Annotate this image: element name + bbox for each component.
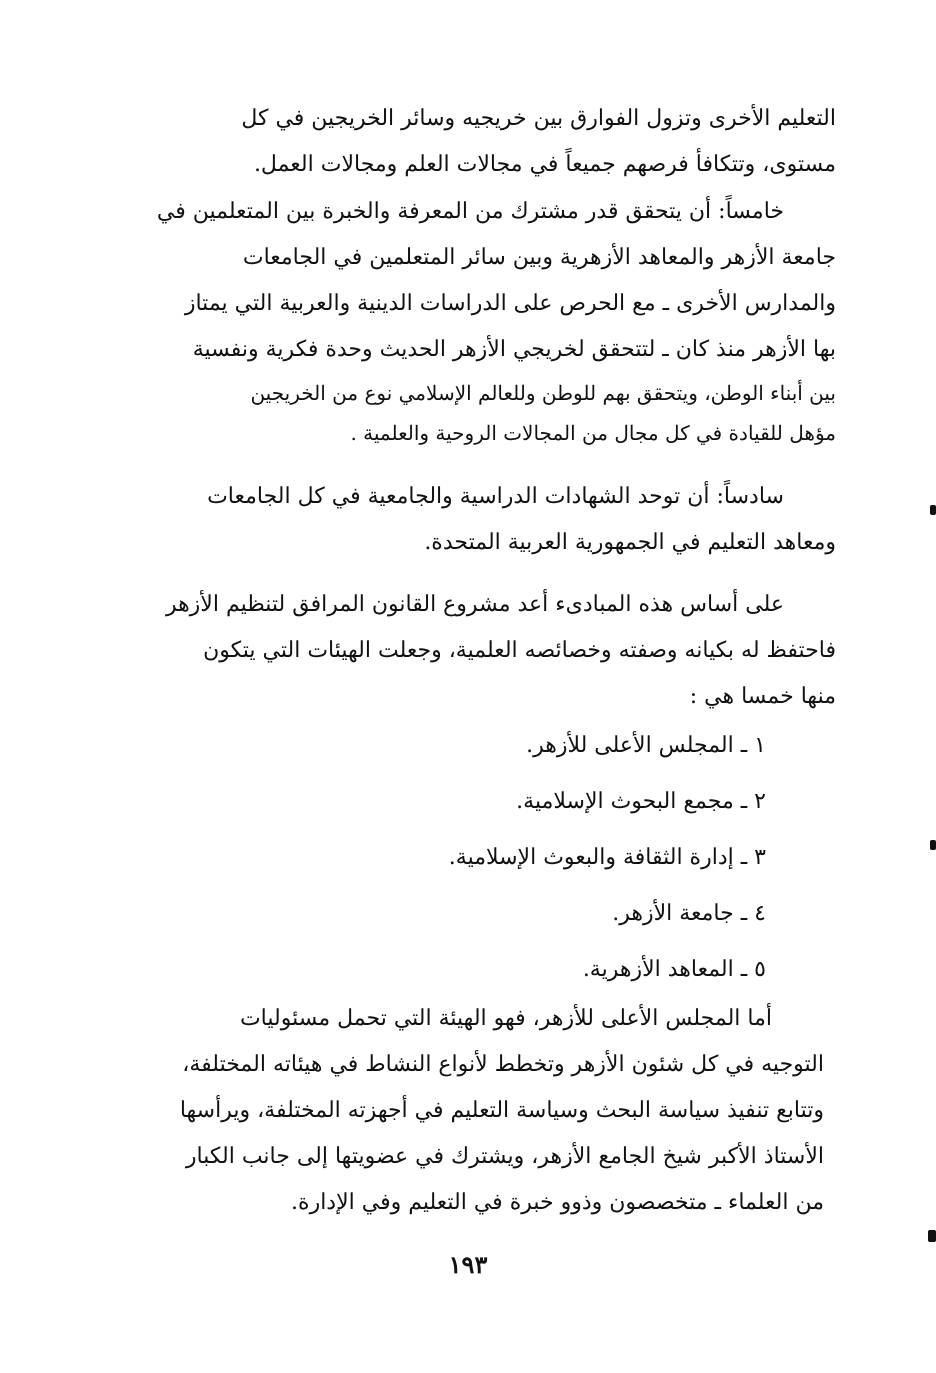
paragraph-5-line-4: الأستاذ الأكبر شيخ الجامع الأزهر، ويشترك في عضويتها إلى جانب الكبار: [185, 1144, 824, 1169]
list-item-2: ٢ ـ مجمع البحوث الإسلامية.: [516, 789, 766, 814]
paragraph-4-line-2: فاحتفظ له بكيانه وصفته وخصائصه العلمية، وجعلت الهيئات التي يتكون: [203, 638, 836, 663]
paragraph-4-line-1: على أساس هذه المبادىء أعد مشروع القانون المرافق لتنظيم الأزهر: [165, 592, 784, 617]
paragraph-2-line-1: خامساً: أن يتحقق قدر مشترك من المعرفة والخبرة بين المتعلمين في: [156, 199, 784, 224]
paragraph-4: [130, 582, 836, 720]
paragraph-4-line-3: منها خمسا هي :: [689, 684, 836, 709]
paragraph-3-line-2: ومعاهد التعليم في الجمهورية العربية المتحدة.: [424, 530, 836, 555]
paragraph-5: [138, 996, 824, 1226]
list-item-5: ٥ ـ المعاهد الأزهرية.: [582, 957, 766, 982]
paragraph-2-line-5: بين أبناء الوطن، ويتحقق بهم للوطن وللعالم الإسلامي نوع من الخريجين: [250, 381, 836, 405]
paragraph-2-line-6: مؤهل للقيادة في كل مجال من المجالات الروحية والعلمية .: [350, 421, 836, 445]
list-item-3: ٣ ـ إدارة الثقافة والبعوث الإسلامية.: [448, 845, 766, 870]
paragraph-2-line-4: بها الأزهر منذ كان ـ لتتحقق لخريجي الأزهر الحديث وحدة فكرية ونفسية: [192, 337, 836, 362]
paragraph-2: [130, 189, 836, 453]
paragraph-1-line-2: مستوى، وتتكافأ فرصهم جميعاً في مجالات العلم ومجالات العمل.: [253, 152, 836, 177]
scan-mark: [928, 1230, 936, 1242]
paragraph-5-line-3: وتتابع تنفيذ سياسة البحث وسياسة التعليم في أجهزته المختلفة، ويرأسها: [179, 1098, 824, 1123]
scan-mark: [930, 505, 936, 515]
scan-mark: [930, 840, 936, 850]
list-item-1: ١ ـ المجلس الأعلى للأزهر.: [526, 733, 766, 758]
paragraph-3: [130, 474, 836, 566]
paragraph-5-line-1: أما المجلس الأعلى للأزهر، فهو الهيئة التي تحمل مسئوليات: [239, 1006, 772, 1031]
paragraph-3-line-1: سادساً: أن توحد الشهادات الدراسية والجامعية في كل الجامعات: [207, 484, 784, 509]
page-number: ١٩٣: [448, 1250, 488, 1279]
paragraph-2-line-3: والمدارس الأخرى ـ مع الحرص على الدراسات الدينية والعربية التي يمتاز: [184, 291, 836, 316]
paragraph-5-line-2: التوجيه في كل شئون الأزهر وتخطط لأنواع النشاط في هيئاته المختلفة،: [182, 1052, 824, 1077]
paragraph-2-line-2: جامعة الأزهر والمعاهد الأزهرية وبين سائر المتعلمين في الجامعات: [242, 245, 836, 270]
paragraph-1: [130, 96, 836, 188]
paragraph-1-line-1: التعليم الأخرى وتزول الفوارق بين خريجيه وسائر الخريجين في كل: [241, 106, 836, 131]
list-item-4: ٤ ـ جامعة الأزهر.: [612, 901, 766, 926]
paragraph-5-line-5: من العلماء ـ متخصصون وذوو خبرة في التعليم وفي الإدارة.: [291, 1190, 824, 1215]
